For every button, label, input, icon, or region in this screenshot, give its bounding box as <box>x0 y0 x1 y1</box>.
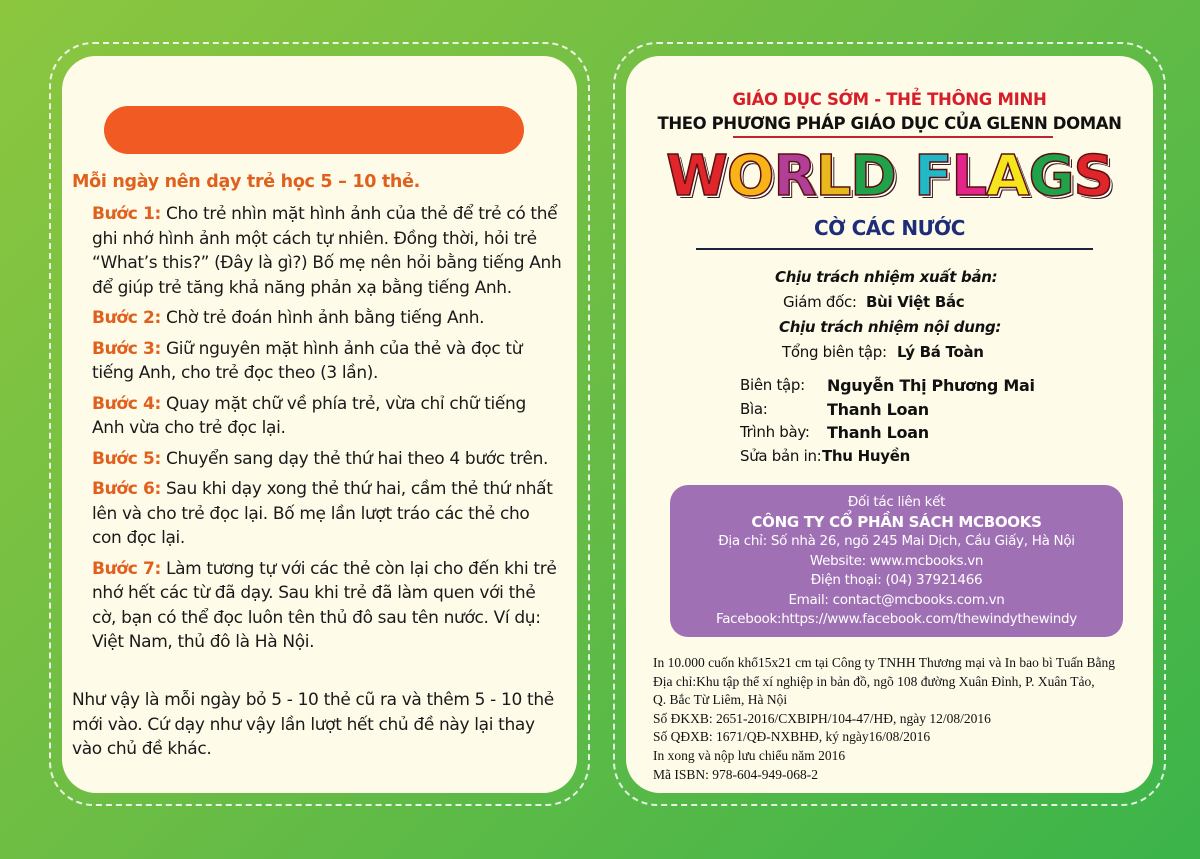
step-text: Cho trẻ nhìn mặt hình ảnh của thẻ để trẻ có thể ghi nhớ hình ảnh một cách tự nhiên. Đồng thời, hỏi trẻ “What’s this?” (Đây là gì?) Bố mẹ nên hỏi bằng tiếng Anh để giúp trẻ tăng khả năng phản xạ bằng tiếng Anh. <box>92 204 562 298</box>
step-text: Làm tương tự với các thẻ còn lại cho đến khi trẻ nhớ hết các từ đã dạy. Sau khi trẻ đã làm quen với thẻ cờ, bạn có thể đọc luôn tên thủ đô sau tên nước. Ví dụ: Việt Nam, thủ đô là Hà Nội. <box>92 558 557 652</box>
title-letter: G <box>1028 144 1074 209</box>
print-line: Q. Bắc Từ Liêm, Hà Nội <box>653 692 788 708</box>
title-letter: F <box>914 144 952 209</box>
editor-in-chief-name: Lý Bá Toàn <box>897 343 984 361</box>
step-text: Quay mặt chữ về phía trẻ, vừa chỉ chữ tiếng Anh vừa cho trẻ đọc lại. <box>92 393 526 438</box>
step-label: Bước 6: <box>92 479 161 499</box>
divider-line <box>696 248 1093 250</box>
staff-name: Nguyễn Thị Phương Mai <box>827 376 1035 395</box>
red-underline <box>733 136 1053 138</box>
world-flags-title <box>626 144 1153 210</box>
closing-paragraph: Như vậy là mỗi ngày bỏ 5 - 10 thẻ cũ ra và thêm 5 - 10 thẻ mới vào. Cứ dạy như vậy lần lượt hết chủ đề này lại thay vào chủ đề khác. <box>72 690 554 759</box>
step-text: Chờ trẻ đoán hình ảnh bằng tiếng Anh. <box>160 308 485 328</box>
staff-role: Biên tập: <box>740 376 805 394</box>
partner-box <box>670 485 1123 637</box>
step-label: Bước 7: <box>92 558 161 579</box>
title-letter: O <box>726 144 774 209</box>
content-heading: Chịu trách nhiệm nội dung: <box>779 318 1002 336</box>
step-text: Sau khi dạy xong thẻ thứ hai, cầm thẻ thứ nhất lên và cho trẻ đọc lại. Bố mẹ lần lượt tráo các thẻ cho con đọc lại. <box>92 479 553 548</box>
editor-in-chief-label: Tổng biên tập: <box>782 343 887 361</box>
step-label: Bước 1: <box>92 204 161 224</box>
title-letter: A <box>986 144 1029 209</box>
instructions-panel <box>62 56 577 793</box>
partner-facebook: Facebook:https://www.facebook.com/thewindythewindy <box>715 611 1077 627</box>
step-5 <box>92 447 562 472</box>
partner-website: Website: www.mcbooks.vn <box>809 552 984 569</box>
print-line: Địa chỉ:Khu tập thể xí nghiệp in bản đồ, ngõ 108 đường Xuân Đỉnh, P. Xuân Tảo, <box>653 673 1095 689</box>
title-letter: L <box>815 144 851 209</box>
director-name: Bùi Việt Bắc <box>866 293 965 311</box>
title-letter: R <box>773 144 816 209</box>
title-letter: S <box>1073 144 1113 209</box>
steps-list <box>92 202 562 661</box>
step-7 <box>92 557 562 655</box>
print-line: Số ĐKXB: 2651-2016/CXBIPH/104-47/HĐ, ngày 12/08/2016 <box>653 710 991 726</box>
step-6 <box>92 477 562 551</box>
print-line: In xong và nộp lưu chiểu năm 2016 <box>653 747 846 763</box>
partner-email: Email: contact@mcbooks.com.vn <box>788 591 1005 608</box>
step-text: Giữ nguyên mặt hình ảnh của thẻ và đọc từ tiếng Anh, cho trẻ đọc theo (3 lần). <box>92 338 523 383</box>
intro-heading: Mỗi ngày nên dạy trẻ học 5 – 10 thẻ. <box>72 172 421 192</box>
staff-name: Thu Huyền <box>822 446 910 465</box>
staff-role: Sửa bản in: <box>740 446 822 465</box>
staff-name: Thanh Loan <box>827 423 929 442</box>
director-label: Giám đốc: <box>783 293 857 311</box>
title-letter: L <box>951 144 987 209</box>
step-label: Bước 2: <box>92 308 161 328</box>
staff-role: Trình bày: <box>740 423 810 441</box>
step-label: Bước 5: <box>92 448 161 469</box>
method-line: THEO PHƯƠNG PHÁP GIÁO DỤC CỦA GLENN DOMAN <box>657 114 1122 133</box>
step-4 <box>92 392 562 441</box>
subtitle: CỜ CÁC NƯỚC <box>813 216 965 240</box>
step-3 <box>92 337 562 386</box>
partner-phone: Điện thoại: (04) 37921466 <box>810 572 983 588</box>
step-label: Bước 3: <box>92 338 161 359</box>
staff-name: Thanh Loan <box>827 399 929 419</box>
step-1 <box>92 202 562 300</box>
title-letter: W <box>666 144 727 209</box>
print-line: Mã ISBN: 978-604-949-068-2 <box>653 766 818 782</box>
title-space <box>896 144 915 209</box>
imprint-panel <box>626 56 1153 793</box>
step-label: Bước 4: <box>92 393 161 414</box>
publisher-heading: Chịu trách nhiệm xuất bản: <box>775 268 998 286</box>
partner-address: Địa chỉ: Số nhà 26, ngõ 245 Mai Dịch, Cầu Giấy, Hà Nội <box>718 533 1075 549</box>
partner-heading: Đối tác liên kết <box>847 494 946 510</box>
print-line: In 10.000 cuốn khổ15x21 cm tại Công ty TNHH Thương mại và In bao bì Tuấn Bằng <box>653 655 1116 670</box>
orange-header-bar <box>104 106 524 154</box>
step-2 <box>92 306 562 331</box>
tagline: GIÁO DỤC SỚM - THẺ THÔNG MINH <box>732 90 1047 109</box>
print-line: Số QĐXB: 1671/QĐ-NXBHĐ, ký ngày16/08/2016 <box>653 729 931 745</box>
staff-role: Bìa: <box>740 399 768 418</box>
partner-company: CÔNG TY CỔ PHẦN SÁCH MCBOOKS <box>751 512 1042 531</box>
step-text: Chuyển sang dạy thẻ thứ hai theo 4 bước trên. <box>160 448 549 469</box>
print-info <box>653 654 1153 784</box>
title-letter: D <box>850 144 896 209</box>
